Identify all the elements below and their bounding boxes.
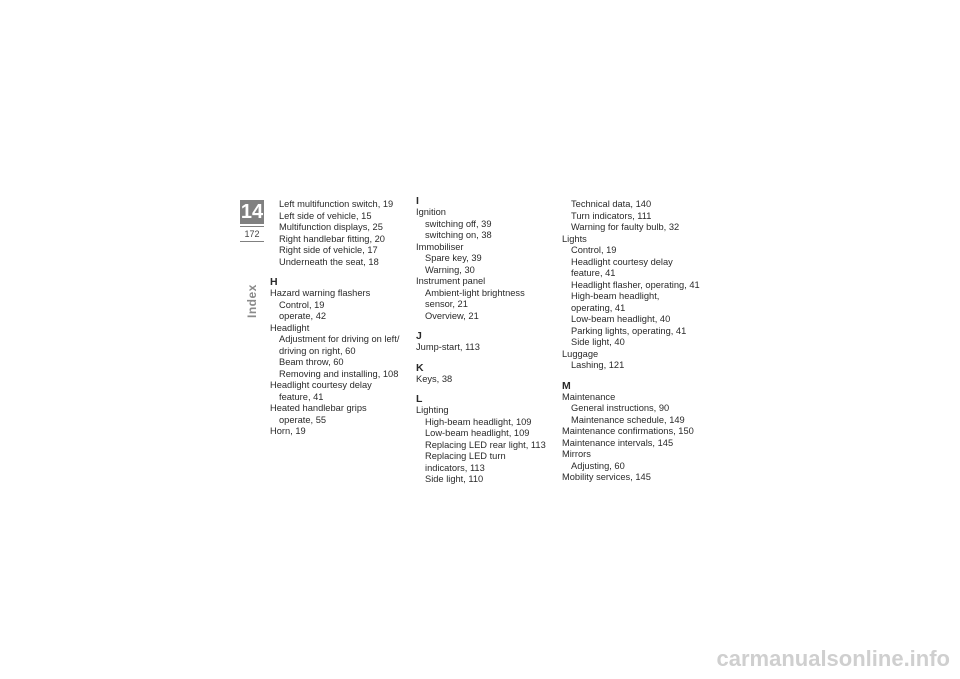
index-subentry: Overview, 21	[425, 310, 479, 321]
index-subentry: Maintenance schedule, 149	[571, 414, 685, 425]
index-subentry: General instructions, 90	[571, 403, 670, 413]
index-letter-heading: J	[416, 330, 422, 342]
watermark: carmanualsonline.info	[716, 646, 950, 671]
index-subentry: Left side of vehicle, 15	[279, 210, 372, 221]
index-column-2	[416, 196, 552, 486]
index-subentry: Ambient-light brightness	[425, 287, 525, 298]
index-subentry: Beam throw, 60	[279, 357, 344, 367]
index-subentry: High-beam headlight, 109	[425, 416, 532, 427]
index-subentry: Replacing LED turn	[425, 451, 506, 461]
index-subentry: switching on, 38	[425, 230, 492, 240]
index-entry: Maintenance	[562, 391, 616, 402]
index-subentry: switching off, 39	[425, 218, 492, 229]
index-subentry: High-beam headlight,	[571, 291, 660, 301]
index-entry: Mobility services, 145	[562, 472, 651, 482]
index-subentry: Control, 19	[571, 245, 617, 255]
index-entry: Instrument panel	[416, 276, 486, 286]
index-entry: Headlight courtesy delay	[270, 380, 372, 390]
index-subentry: Lashing, 121	[571, 360, 625, 370]
index-subentry: Control, 19	[279, 299, 325, 310]
index-subentry: Removing and installing, 108	[279, 368, 399, 379]
index-entry: Jump-start, 113	[416, 342, 480, 352]
index-subentry: sensor, 21	[425, 299, 468, 309]
index-entry: Heated handlebar grips	[270, 403, 367, 413]
index-letter-heading: H	[270, 276, 278, 288]
index-subentry: Side light, 110	[425, 474, 484, 484]
page-number-box	[240, 226, 264, 242]
index-subentry: operating, 41	[571, 302, 626, 313]
index-subentry: Low-beam headlight, 109	[425, 428, 530, 438]
index-entry: Maintenance confirmations, 150	[562, 426, 694, 436]
index-subentry: Right side of vehicle, 17	[279, 245, 378, 255]
index-subentry: operate, 55	[279, 414, 327, 425]
index-column-1	[270, 199, 402, 438]
index-subentry: Headlight courtesy delay	[571, 256, 673, 267]
index-entry: Maintenance intervals, 145	[562, 437, 674, 448]
index-entry: Ignition	[416, 207, 446, 217]
index-letter-heading: M	[562, 379, 571, 392]
index-subentry: Spare key, 39	[425, 253, 482, 263]
index-subentry: feature, 41	[571, 268, 616, 278]
page-number: 172	[244, 229, 260, 239]
index-subentry: Warning for faulty bulb, 32	[571, 222, 680, 232]
index-subentry: Parking lights, operating, 41	[571, 325, 687, 336]
index-entry: Headlight	[270, 322, 310, 333]
index-subentry: Low-beam headlight, 40	[571, 314, 671, 324]
index-subentry: Left multifunction switch, 19	[279, 199, 394, 209]
index-subentry: Technical data, 140	[571, 199, 652, 209]
index-letter-heading: L	[416, 393, 423, 405]
index-subentry: Adjustment for driving on left/	[279, 334, 400, 344]
index-column-3	[562, 199, 702, 484]
index-entry: Lights	[562, 233, 587, 244]
section-title: Index	[245, 284, 259, 318]
index-entry: Luggage	[562, 348, 599, 359]
index-entry: Immobiliser	[416, 241, 464, 252]
index-subentry: Adjusting, 60	[571, 460, 625, 471]
index-subentry: operate, 42	[279, 311, 327, 321]
index-subentry: Turn indicators, 111	[571, 210, 652, 221]
index-subentry: feature, 41	[279, 391, 324, 402]
index-subentry: indicators, 113	[425, 462, 485, 473]
chapter-number: 14	[240, 201, 264, 223]
index-subentry: driving on right, 60	[279, 345, 356, 356]
index-entry: Horn, 19	[270, 426, 306, 436]
index-subentry: Side light, 40	[571, 337, 625, 347]
index-entry: Keys, 38	[416, 373, 453, 384]
index-entry: Mirrors	[562, 449, 591, 459]
index-subentry: Underneath the seat, 18	[279, 256, 379, 267]
index-entry: Lighting	[416, 405, 449, 415]
index-entry: Hazard warning flashers	[270, 288, 371, 298]
index-subentry: Multifunction displays, 25	[279, 222, 383, 232]
index-subentry: Right handlebar fitting, 20	[279, 233, 385, 244]
index-subentry: Replacing LED rear light, 113	[425, 439, 546, 450]
index-letter-heading: K	[416, 361, 424, 374]
chapter-tab	[240, 200, 264, 242]
index-subentry: Headlight flasher, operating, 41	[571, 279, 700, 290]
index-letter-heading: I	[416, 195, 419, 207]
index-subentry: Warning, 30	[425, 264, 475, 275]
